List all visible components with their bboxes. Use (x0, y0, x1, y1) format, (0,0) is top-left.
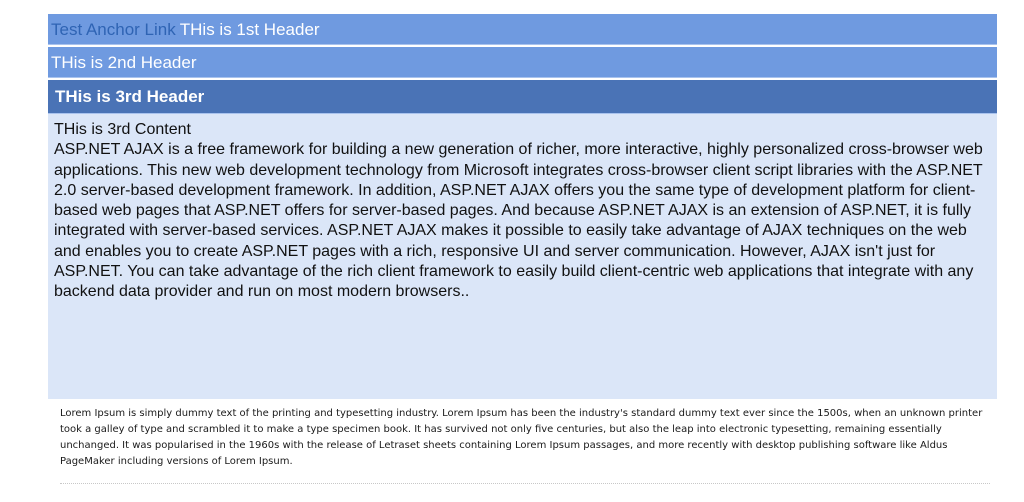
accordion-header-1[interactable] (48, 14, 997, 45)
content-title: THis is 3rd Content (54, 121, 191, 138)
lorem-ipsum-paragraph: Lorem Ipsum is simply dummy text of the printing and typesetting industry. Lorem Ipsum has been the industry's standard dummy text ever since the 1500s, when an unknown printer took a galley of type and scrambled it to make a type specimen book. It has survived not only five centuries, but also the leap into electronic typesetting, remaining essentially unchanged. It was popularised in the 1960s with the release of Letraset sheets containing Lorem Ipsum passages, and more recently with desktop publishing software like Aldus PageMaker including versions of Lorem Ipsum. (60, 408, 983, 467)
header-2-label: THis is 2nd Header (51, 53, 197, 72)
footer-divider (60, 483, 990, 484)
header-1-label: THis is 1st Header (179, 20, 320, 39)
accordion-header-2[interactable] (48, 47, 997, 78)
accordion-content-3 (48, 114, 997, 399)
header-3-label: THis is 3rd Header (55, 87, 205, 106)
accordion (48, 14, 997, 399)
accordion-header-3[interactable] (48, 80, 997, 114)
content-body: ASP.NET AJAX is a free framework for building a new generation of richer, more interactive, highly personalized cross-browser web applications. This new web development technology from Microsoft integrates cross-browser client script libraries with the ASP.NET 2.0 server-based development framework. In addition, ASP.NET AJAX offers you the same type of development platform for client-based web pages that ASP.NET offers for server-based pages. And because ASP.NET AJAX is an extension of ASP.NET, it is fully integrated with server-based services. ASP.NET AJAX makes it possible to easily take advantage of AJAX techniques on the web and enables you to create ASP.NET pages with a rich, responsive UI and server communication. However, AJAX isn't just for ASP.NET. You can take advantage of the rich client framework to easily build client-centric web applications that integrate with any backend data provider and run on most modern browsers.. (54, 141, 983, 301)
test-anchor-link[interactable]: Test Anchor Link (51, 20, 176, 39)
